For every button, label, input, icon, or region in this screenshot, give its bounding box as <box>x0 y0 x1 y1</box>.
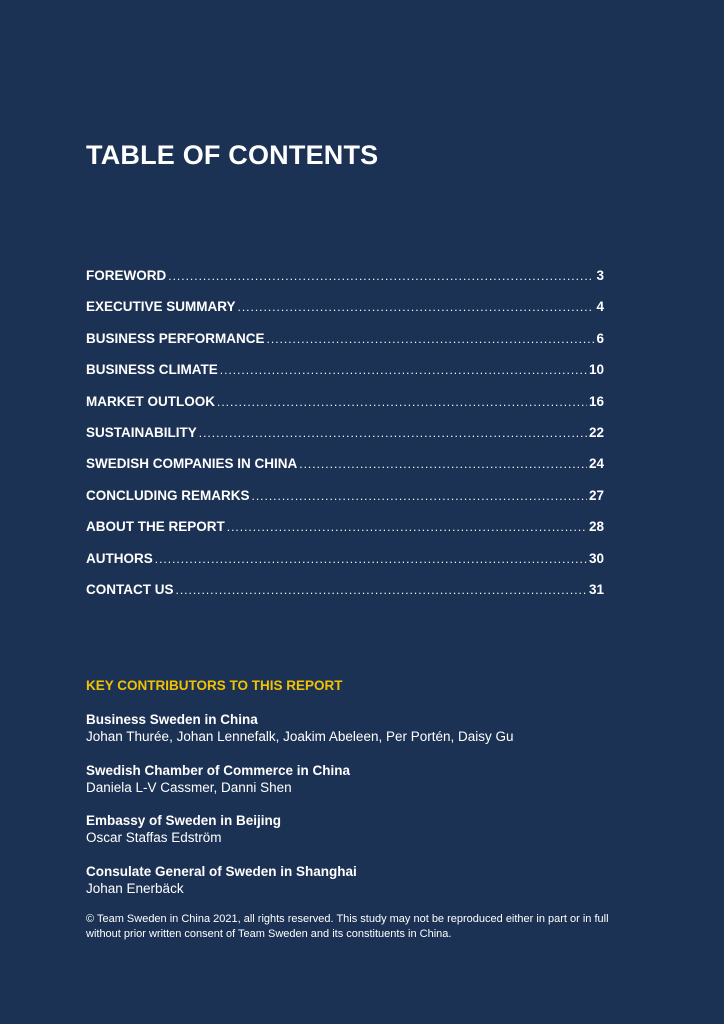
toc-page-number: 10 <box>588 362 604 378</box>
contributor-group <box>86 762 646 813</box>
toc-leader-dots <box>220 363 587 377</box>
toc-page-number: 24 <box>588 456 604 472</box>
toc-entry-executive-summary[interactable] <box>86 299 604 330</box>
toc-leader-dots <box>217 395 587 409</box>
toc-entry-foreword[interactable] <box>86 268 604 299</box>
toc-leader-dots <box>267 332 595 346</box>
contributor-names: Daniela L-V Cassmer, Danni Shen <box>86 779 292 795</box>
toc-leader-dots <box>252 489 587 503</box>
toc-label: CONCLUDING REMARKS <box>86 487 250 503</box>
toc-page-number: 30 <box>588 550 604 566</box>
contributor-names: Johan Thurée, Johan Lennefalk, Joakim Abeleen, Per Portén, Daisy Gu <box>86 729 514 744</box>
contributor-organization: Swedish Chamber of Commerce in China <box>86 762 351 778</box>
toc-entry-swedish-companies[interactable] <box>86 456 604 487</box>
toc-label: SUSTAINABILITY <box>86 424 197 440</box>
toc-entry-business-performance[interactable] <box>86 331 604 362</box>
toc-label: AUTHORS <box>86 550 153 566</box>
toc-page-number: 27 <box>588 487 604 503</box>
toc-entry-authors[interactable] <box>86 551 604 582</box>
toc-leader-dots <box>155 552 587 566</box>
toc-label: ABOUT THE REPORT <box>86 519 225 535</box>
toc-label: CONTACT US <box>86 581 174 597</box>
toc-entry-market-outlook[interactable] <box>86 394 604 425</box>
toc-entry-business-climate[interactable] <box>86 362 604 393</box>
contributors-list <box>86 711 646 913</box>
contributor-names: Oscar Staffas Edström <box>86 830 222 845</box>
toc-page-number: 31 <box>588 581 604 597</box>
toc-label: SWEDISH COMPANIES IN CHINA <box>86 456 298 472</box>
toc-page-number: 22 <box>588 424 604 440</box>
contributor-organization: Business Sweden in China <box>86 712 258 727</box>
contributor-organization: Consulate General of Sweden in Shanghai <box>86 863 357 879</box>
copyright-notice: © Team Sweden in China 2021, all rights reserved. This study may not be reproduced either in part or in full without prior written consent of Team Sweden and its constituents in China. <box>86 913 609 940</box>
contributor-group <box>86 812 646 863</box>
toc-entry-about-the-report[interactable] <box>86 519 604 550</box>
toc-label: MARKET OUTLOOK <box>86 393 215 409</box>
toc-label: EXECUTIVE SUMMARY <box>86 299 236 315</box>
page-title: TABLE OF CONTENTS <box>86 140 379 170</box>
toc-leader-dots <box>176 583 587 597</box>
contributors-heading: KEY CONTRIBUTORS TO THIS REPORT <box>86 678 343 693</box>
toc-page-number: 28 <box>588 519 604 535</box>
toc-entry-contact-us[interactable] <box>86 582 604 613</box>
contributor-group <box>86 863 646 914</box>
toc-label: BUSINESS PERFORMANCE <box>86 330 265 346</box>
contributor-names: Johan Enerbäck <box>86 880 184 896</box>
toc-page-number: 3 <box>596 268 604 283</box>
toc-leader-dots <box>227 520 587 534</box>
toc-leader-dots <box>199 426 587 440</box>
toc-page-number: 16 <box>588 393 604 409</box>
toc-leader-dots <box>299 457 587 471</box>
toc-entry-concluding-remarks[interactable] <box>86 488 604 519</box>
toc-entry-sustainability[interactable] <box>86 425 604 456</box>
toc-page-number: 6 <box>596 330 604 346</box>
contributor-group <box>86 711 646 762</box>
contributor-organization: Embassy of Sweden in Beijing <box>86 813 282 828</box>
toc-label: FOREWORD <box>86 268 167 283</box>
table-of-contents <box>86 268 604 613</box>
toc-label: BUSINESS CLIMATE <box>86 362 218 378</box>
toc-page-number: 4 <box>596 299 604 315</box>
toc-leader-dots <box>168 269 594 283</box>
toc-leader-dots <box>238 300 595 314</box>
